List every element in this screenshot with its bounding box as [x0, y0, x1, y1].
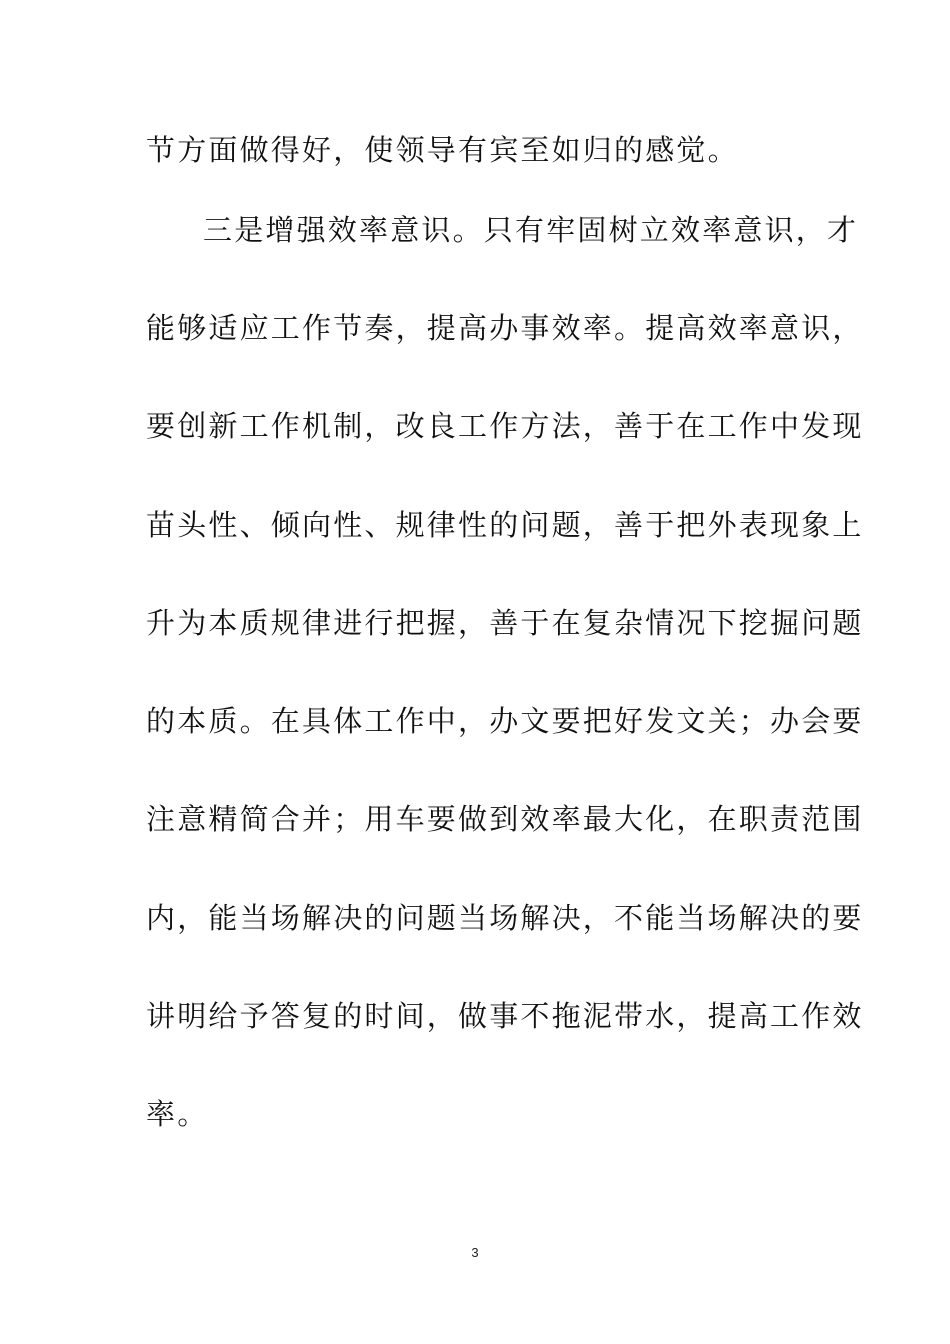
text-line-4: 要创新工作机制，改良工作方法，善于在工作中发现	[146, 409, 864, 443]
text-line-2: 三是增强效率意识。只有牢固树立效率意识，才	[203, 213, 859, 247]
text-line-10: 讲明给予答复的时间，做事不拖泥带水，提高工作效	[146, 999, 864, 1033]
text-line-5: 苗头性、倾向性、规律性的问题，善于把外表现象上	[146, 508, 864, 542]
text-line-11: 率。	[146, 1097, 209, 1131]
text-line-8: 注意精简合并；用车要做到效率最大化，在职责范围	[146, 802, 864, 836]
text-line-6: 升为本质规律进行把握，善于在复杂情况下挖掘问题	[146, 606, 864, 640]
text-line-1: 节方面做得好，使领导有宾至如归的感觉。	[146, 133, 739, 167]
text-line-9: 内，能当场解决的问题当场解决，不能当场解决的要	[146, 901, 864, 935]
text-line-3: 能够适应工作节奏，提高办事效率。提高效率意识，	[146, 311, 864, 345]
page-number: 3	[471, 1245, 479, 1260]
text-line-7: 的本质。在具体工作中，办文要把好发文关；办会要	[146, 704, 864, 738]
